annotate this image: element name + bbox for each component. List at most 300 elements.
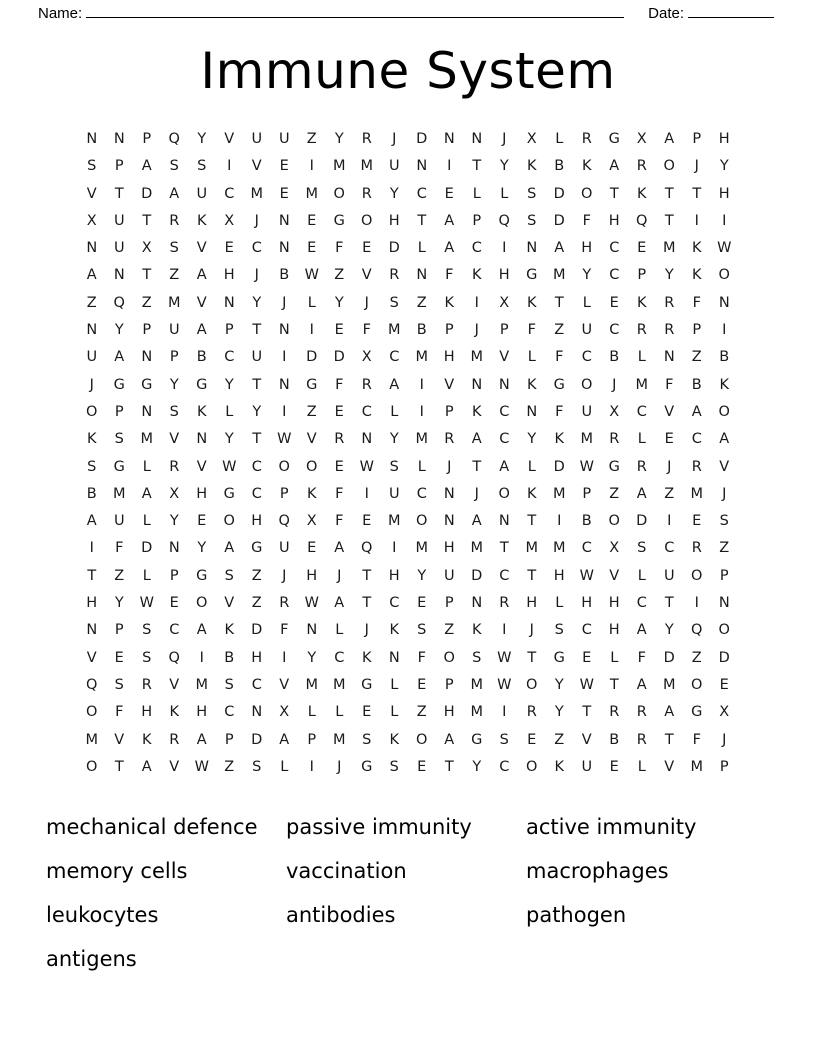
grid-cell[interactable]: Z — [114, 567, 125, 584]
grid-cell[interactable]: T — [417, 212, 427, 229]
grid-cell[interactable]: X — [224, 212, 235, 229]
grid-cell[interactable]: E — [664, 431, 674, 448]
grid-cell[interactable]: M — [662, 240, 676, 257]
grid-cell[interactable]: Z — [554, 731, 565, 748]
grid-cell[interactable]: T — [692, 185, 702, 202]
grid-cell[interactable]: O — [718, 403, 730, 420]
grid-cell[interactable]: P — [499, 322, 509, 339]
grid-cell[interactable]: Z — [86, 294, 97, 311]
grid-cell[interactable]: K — [306, 485, 317, 502]
grid-cell[interactable]: L — [390, 676, 399, 693]
grid-cell[interactable]: F — [335, 513, 344, 530]
grid-cell[interactable]: L — [637, 758, 646, 775]
grid-cell[interactable]: O — [718, 267, 730, 284]
grid-cell[interactable]: U — [278, 540, 290, 557]
grid-cell[interactable]: I — [502, 622, 507, 639]
grid-cell[interactable]: A — [444, 212, 455, 229]
grid-cell[interactable]: Z — [444, 622, 455, 639]
grid-cell[interactable]: B — [609, 731, 620, 748]
grid-cell[interactable]: E — [609, 758, 619, 775]
grid-cell[interactable]: R — [334, 431, 345, 448]
grid-cell[interactable]: L — [527, 349, 536, 366]
grid-cell[interactable]: I — [392, 540, 397, 557]
grid-cell[interactable]: R — [361, 376, 372, 393]
grid-cell[interactable]: O — [306, 458, 318, 475]
grid-cell[interactable]: P — [637, 267, 647, 284]
grid-cell[interactable]: A — [471, 431, 482, 448]
grid-cell[interactable]: T — [582, 704, 592, 721]
grid-cell[interactable]: Y — [719, 158, 729, 175]
grid-cell[interactable]: A — [664, 704, 675, 721]
grid-cell[interactable]: V — [664, 758, 675, 775]
grid-cell[interactable]: Z — [169, 267, 180, 284]
grid-cell[interactable]: E — [527, 731, 537, 748]
grid-cell[interactable]: V — [169, 676, 180, 693]
grid-cell[interactable]: L — [142, 458, 151, 475]
grid-cell[interactable]: V — [581, 731, 592, 748]
grid-cell[interactable]: R — [609, 704, 620, 721]
grid-cell[interactable]: C — [334, 649, 345, 666]
grid-cell[interactable]: R — [636, 704, 647, 721]
grid-cell[interactable]: X — [169, 485, 180, 502]
grid-cell[interactable]: Y — [197, 131, 207, 147]
word-search-grid[interactable] — [78, 126, 738, 781]
grid-cell[interactable]: R — [691, 540, 702, 557]
grid-cell[interactable]: P — [444, 595, 454, 612]
grid-cell[interactable]: P — [444, 322, 454, 339]
grid-cell[interactable]: E — [444, 185, 454, 202]
grid-cell[interactable]: K — [581, 158, 592, 175]
word-list-item[interactable]: vaccination — [286, 859, 407, 884]
grid-cell[interactable]: Q — [86, 676, 98, 693]
grid-cell[interactable]: T — [362, 595, 372, 612]
grid-cell[interactable]: V — [224, 595, 235, 612]
grid-cell[interactable]: N — [141, 403, 153, 420]
grid-cell[interactable]: B — [224, 649, 235, 666]
grid-cell[interactable]: Z — [609, 485, 620, 502]
grid-cell[interactable]: Q — [636, 212, 648, 229]
grid-cell[interactable]: V — [196, 294, 207, 311]
grid-cell[interactable]: O — [581, 185, 593, 202]
word-list-item[interactable]: macrophages — [526, 859, 669, 884]
grid-cell[interactable]: A — [224, 540, 235, 557]
grid-cell[interactable]: O — [608, 513, 620, 530]
grid-cell[interactable]: A — [196, 731, 207, 748]
grid-cell[interactable]: R — [526, 704, 537, 721]
grid-cell[interactable]: Y — [224, 376, 234, 393]
grid-cell[interactable]: U — [388, 485, 400, 502]
grid-cell[interactable]: E — [582, 649, 592, 666]
grid-cell[interactable]: G — [553, 649, 565, 666]
grid-cell[interactable]: H — [581, 240, 593, 257]
grid-cell[interactable]: T — [362, 567, 372, 584]
grid-cell[interactable]: A — [691, 403, 702, 420]
grid-cell[interactable]: J — [282, 567, 287, 584]
grid-cell[interactable]: H — [608, 622, 620, 639]
grid-cell[interactable]: J — [694, 158, 699, 175]
grid-cell[interactable]: Q — [361, 540, 373, 557]
grid-cell[interactable]: X — [306, 513, 317, 530]
grid-cell[interactable]: F — [335, 240, 344, 257]
grid-cell[interactable]: C — [664, 540, 675, 557]
grid-cell[interactable]: F — [637, 649, 646, 666]
grid-cell[interactable]: R — [141, 676, 152, 693]
grid-cell[interactable]: T — [527, 567, 537, 584]
grid-cell[interactable]: F — [335, 376, 344, 393]
grid-cell[interactable]: E — [224, 240, 234, 257]
grid-cell[interactable]: Z — [306, 403, 317, 420]
grid-cell[interactable]: H — [443, 349, 455, 366]
grid-cell[interactable]: N — [278, 240, 290, 257]
grid-cell[interactable]: K — [389, 731, 399, 748]
grid-cell[interactable]: Y — [417, 567, 427, 584]
grid-cell[interactable]: Z — [691, 649, 702, 666]
grid-cell[interactable]: S — [554, 622, 564, 639]
grid-cell[interactable]: T — [444, 758, 454, 775]
grid-cell[interactable]: T — [114, 758, 124, 775]
grid-cell[interactable]: M — [332, 676, 346, 693]
grid-cell[interactable]: R — [664, 322, 675, 339]
grid-cell[interactable]: N — [471, 131, 483, 147]
grid-cell[interactable]: A — [636, 622, 647, 639]
grid-cell[interactable]: E — [417, 676, 427, 693]
grid-cell[interactable]: K — [224, 622, 234, 639]
grid-cell[interactable]: P — [142, 131, 152, 147]
grid-cell[interactable]: D — [663, 649, 675, 666]
grid-cell[interactable]: Z — [691, 349, 702, 366]
grid-cell[interactable]: M — [580, 431, 593, 448]
grid-cell[interactable]: G — [691, 704, 703, 721]
grid-cell[interactable]: Q — [691, 622, 703, 639]
grid-cell[interactable]: Y — [334, 294, 344, 311]
grid-cell[interactable]: K — [526, 158, 537, 175]
grid-cell[interactable]: W — [579, 567, 594, 584]
grid-cell[interactable]: J — [254, 267, 259, 284]
grid-cell[interactable]: H — [608, 212, 620, 229]
grid-cell[interactable]: M — [690, 485, 703, 502]
grid-cell[interactable]: J — [447, 458, 452, 475]
grid-cell[interactable]: D — [306, 349, 318, 366]
grid-cell[interactable]: I — [557, 513, 562, 530]
grid-cell[interactable]: L — [390, 704, 399, 721]
grid-cell[interactable]: N — [278, 212, 290, 229]
grid-cell[interactable]: I — [199, 649, 204, 666]
grid-cell[interactable]: H — [196, 704, 208, 721]
grid-cell[interactable]: R — [581, 131, 592, 147]
grid-cell[interactable]: S — [224, 567, 234, 584]
grid-cell[interactable]: S — [389, 458, 399, 475]
grid-cell[interactable]: J — [254, 212, 259, 229]
grid-cell[interactable]: Z — [224, 758, 235, 775]
grid-cell[interactable]: H — [251, 513, 263, 530]
grid-cell[interactable]: K — [691, 240, 702, 257]
grid-cell[interactable]: I — [667, 513, 672, 530]
grid-cell[interactable]: M — [360, 158, 373, 175]
grid-cell[interactable]: Y — [197, 540, 207, 557]
grid-cell[interactable]: W — [579, 458, 594, 475]
grid-cell[interactable]: O — [581, 376, 593, 393]
word-list-item[interactable]: mechanical defence — [46, 815, 258, 840]
grid-cell[interactable]: D — [471, 567, 483, 584]
grid-cell[interactable]: M — [332, 158, 346, 175]
grid-cell[interactable]: D — [333, 349, 345, 366]
grid-cell[interactable]: H — [443, 540, 455, 557]
grid-cell[interactable]: H — [196, 485, 208, 502]
grid-cell[interactable]: W — [497, 649, 512, 666]
grid-cell[interactable]: N — [526, 403, 538, 420]
grid-cell[interactable]: U — [251, 349, 263, 366]
grid-cell[interactable]: N — [498, 376, 510, 393]
grid-cell[interactable]: V — [251, 158, 262, 175]
grid-cell[interactable]: P — [444, 676, 454, 693]
grid-cell[interactable]: I — [364, 485, 369, 502]
grid-cell[interactable]: C — [416, 485, 427, 502]
grid-cell[interactable]: E — [307, 540, 317, 557]
grid-cell[interactable]: L — [142, 567, 151, 584]
grid-cell[interactable]: K — [196, 403, 207, 420]
grid-cell[interactable]: C — [636, 403, 647, 420]
grid-cell[interactable]: S — [87, 458, 97, 475]
grid-cell[interactable]: J — [392, 131, 397, 147]
grid-cell[interactable]: A — [114, 349, 125, 366]
grid-cell[interactable]: E — [637, 240, 647, 257]
grid-cell[interactable]: D — [636, 513, 648, 530]
grid-cell[interactable]: V — [664, 403, 675, 420]
grid-cell[interactable]: O — [196, 595, 208, 612]
grid-cell[interactable]: N — [443, 513, 455, 530]
grid-cell[interactable]: V — [196, 240, 207, 257]
grid-cell[interactable]: K — [526, 376, 537, 393]
grid-cell[interactable]: N — [113, 267, 125, 284]
grid-cell[interactable]: B — [86, 485, 97, 502]
grid-cell[interactable]: W — [497, 676, 512, 693]
grid-cell[interactable]: E — [362, 240, 372, 257]
grid-cell[interactable]: W — [304, 595, 319, 612]
grid-cell[interactable]: V — [609, 567, 620, 584]
grid-cell[interactable]: H — [251, 649, 263, 666]
word-list-item[interactable]: pathogen — [526, 903, 627, 928]
word-list-item[interactable]: antigens — [46, 947, 137, 972]
grid-cell[interactable]: X — [279, 704, 290, 721]
grid-cell[interactable]: G — [113, 458, 125, 475]
grid-cell[interactable]: R — [636, 322, 647, 339]
grid-cell[interactable]: L — [307, 294, 316, 311]
grid-cell[interactable]: J — [282, 294, 287, 311]
grid-cell[interactable]: N — [196, 431, 208, 448]
grid-cell[interactable]: H — [581, 595, 593, 612]
grid-cell[interactable]: W — [359, 458, 374, 475]
grid-cell[interactable]: L — [472, 185, 481, 202]
grid-cell[interactable]: Y — [334, 131, 344, 147]
grid-cell[interactable]: S — [637, 540, 647, 557]
grid-cell[interactable]: M — [662, 676, 676, 693]
grid-cell[interactable]: U — [113, 212, 125, 229]
grid-cell[interactable]: A — [86, 267, 97, 284]
grid-cell[interactable]: H — [526, 595, 538, 612]
grid-cell[interactable]: S — [527, 185, 537, 202]
grid-cell[interactable]: L — [307, 704, 316, 721]
grid-cell[interactable]: M — [112, 485, 126, 502]
grid-cell[interactable]: G — [196, 567, 208, 584]
grid-cell[interactable]: N — [306, 622, 318, 639]
grid-cell[interactable]: V — [114, 731, 125, 748]
grid-cell[interactable]: V — [306, 431, 317, 448]
grid-cell[interactable]: Z — [141, 294, 152, 311]
grid-cell[interactable]: P — [142, 322, 152, 339]
grid-cell[interactable]: M — [470, 349, 483, 366]
grid-cell[interactable]: Q — [168, 131, 180, 147]
grid-cell[interactable]: C — [499, 758, 510, 775]
grid-cell[interactable]: Z — [251, 595, 262, 612]
grid-cell[interactable]: B — [279, 267, 290, 284]
grid-cell[interactable]: W — [222, 458, 237, 475]
grid-cell[interactable]: D — [416, 131, 428, 147]
grid-cell[interactable]: U — [168, 322, 180, 339]
grid-cell[interactable]: T — [499, 540, 509, 557]
grid-cell[interactable]: K — [471, 403, 482, 420]
grid-cell[interactable]: E — [334, 322, 344, 339]
grid-cell[interactable]: R — [636, 731, 647, 748]
grid-cell[interactable]: L — [142, 513, 151, 530]
grid-cell[interactable]: N — [416, 267, 428, 284]
grid-cell[interactable]: Y — [114, 322, 124, 339]
grid-cell[interactable]: G — [361, 676, 373, 693]
grid-cell[interactable]: Y — [224, 431, 234, 448]
grid-cell[interactable]: N — [361, 431, 373, 448]
grid-cell[interactable]: N — [388, 649, 400, 666]
grid-cell[interactable]: H — [306, 567, 318, 584]
grid-cell[interactable]: C — [609, 240, 620, 257]
grid-cell[interactable]: C — [251, 676, 262, 693]
grid-cell[interactable]: K — [471, 267, 482, 284]
grid-cell[interactable]: P — [169, 567, 179, 584]
grid-cell[interactable]: A — [609, 158, 620, 175]
grid-cell[interactable]: C — [224, 185, 235, 202]
grid-cell[interactable]: O — [416, 513, 428, 530]
grid-cell[interactable]: M — [387, 513, 401, 530]
grid-cell[interactable]: P — [692, 131, 702, 147]
grid-cell[interactable]: Q — [113, 294, 125, 311]
word-list-item[interactable]: antibodies — [286, 903, 396, 928]
grid-cell[interactable]: Y — [664, 622, 674, 639]
grid-cell[interactable]: A — [334, 595, 345, 612]
grid-cell[interactable]: C — [471, 240, 482, 257]
grid-cell[interactable]: N — [443, 131, 455, 147]
grid-cell[interactable]: Q — [168, 649, 180, 666]
grid-cell[interactable]: K — [526, 485, 537, 502]
grid-cell[interactable]: O — [718, 622, 730, 639]
grid-cell[interactable]: G — [141, 376, 153, 393]
grid-cell[interactable]: W — [277, 431, 292, 448]
grid-cell[interactable]: A — [141, 758, 152, 775]
grid-cell[interactable]: X — [361, 349, 372, 366]
grid-cell[interactable]: I — [227, 158, 232, 175]
grid-cell[interactable]: P — [279, 485, 289, 502]
grid-cell[interactable]: F — [665, 376, 674, 393]
grid-cell[interactable]: G — [608, 458, 620, 475]
grid-cell[interactable]: K — [526, 294, 537, 311]
grid-cell[interactable]: X — [526, 131, 537, 147]
grid-cell[interactable]: L — [637, 431, 646, 448]
grid-cell[interactable]: C — [691, 431, 702, 448]
grid-cell[interactable]: H — [608, 595, 620, 612]
grid-cell[interactable]: F — [417, 649, 426, 666]
grid-cell[interactable]: E — [417, 758, 427, 775]
grid-cell[interactable]: H — [223, 267, 235, 284]
grid-cell[interactable]: R — [664, 294, 675, 311]
grid-cell[interactable]: Z — [334, 267, 345, 284]
grid-cell[interactable]: C — [581, 349, 592, 366]
grid-cell[interactable]: L — [637, 349, 646, 366]
grid-cell[interactable]: C — [389, 595, 400, 612]
grid-cell[interactable]: M — [470, 540, 483, 557]
grid-cell[interactable]: C — [169, 622, 180, 639]
grid-cell[interactable]: W — [304, 267, 319, 284]
grid-cell[interactable]: S — [472, 649, 482, 666]
grid-cell[interactable]: J — [612, 376, 617, 393]
grid-cell[interactable]: A — [169, 185, 180, 202]
grid-cell[interactable]: C — [224, 704, 235, 721]
grid-cell[interactable]: Y — [664, 267, 674, 284]
grid-cell[interactable]: B — [719, 349, 730, 366]
grid-cell[interactable]: R — [609, 431, 620, 448]
grid-cell[interactable]: E — [279, 158, 289, 175]
grid-cell[interactable]: Z — [554, 322, 565, 339]
grid-cell[interactable]: M — [552, 540, 566, 557]
grid-cell[interactable]: R — [169, 731, 180, 748]
grid-cell[interactable]: E — [362, 704, 372, 721]
grid-cell[interactable]: L — [335, 622, 344, 639]
grid-cell[interactable]: Z — [416, 704, 427, 721]
grid-cell[interactable]: G — [361, 758, 373, 775]
grid-cell[interactable]: P — [719, 567, 729, 584]
grid-cell[interactable]: M — [415, 431, 428, 448]
grid-cell[interactable]: H — [443, 704, 455, 721]
grid-cell[interactable]: T — [472, 158, 482, 175]
grid-cell[interactable]: T — [252, 376, 262, 393]
grid-cell[interactable]: F — [115, 704, 124, 721]
grid-cell[interactable]: M — [140, 431, 153, 448]
grid-cell[interactable]: L — [527, 458, 536, 475]
grid-cell[interactable]: U — [663, 567, 675, 584]
grid-cell[interactable]: F — [692, 294, 701, 311]
grid-cell[interactable]: D — [141, 540, 153, 557]
grid-cell[interactable]: L — [555, 595, 564, 612]
grid-cell[interactable]: E — [279, 185, 289, 202]
grid-cell[interactable]: I — [502, 240, 507, 257]
grid-cell[interactable]: N — [278, 376, 290, 393]
grid-cell[interactable]: M — [332, 731, 346, 748]
grid-cell[interactable]: S — [389, 294, 399, 311]
grid-cell[interactable]: C — [251, 240, 262, 257]
grid-cell[interactable]: K — [361, 649, 372, 666]
grid-cell[interactable]: Y — [169, 376, 179, 393]
grid-cell[interactable]: C — [609, 322, 620, 339]
grid-cell[interactable]: D — [251, 731, 263, 748]
grid-cell[interactable]: N — [718, 294, 730, 311]
grid-cell[interactable]: E — [334, 403, 344, 420]
grid-cell[interactable]: H — [718, 185, 730, 202]
grid-cell[interactable]: M — [195, 676, 208, 693]
grid-cell[interactable]: O — [526, 676, 538, 693]
grid-cell[interactable]: J — [337, 758, 342, 775]
grid-cell[interactable]: E — [362, 513, 372, 530]
grid-cell[interactable]: O — [691, 567, 703, 584]
grid-cell[interactable]: S — [114, 676, 124, 693]
grid-cell[interactable]: J — [89, 376, 94, 393]
grid-cell[interactable]: F — [527, 322, 536, 339]
grid-cell[interactable]: L — [417, 240, 426, 257]
